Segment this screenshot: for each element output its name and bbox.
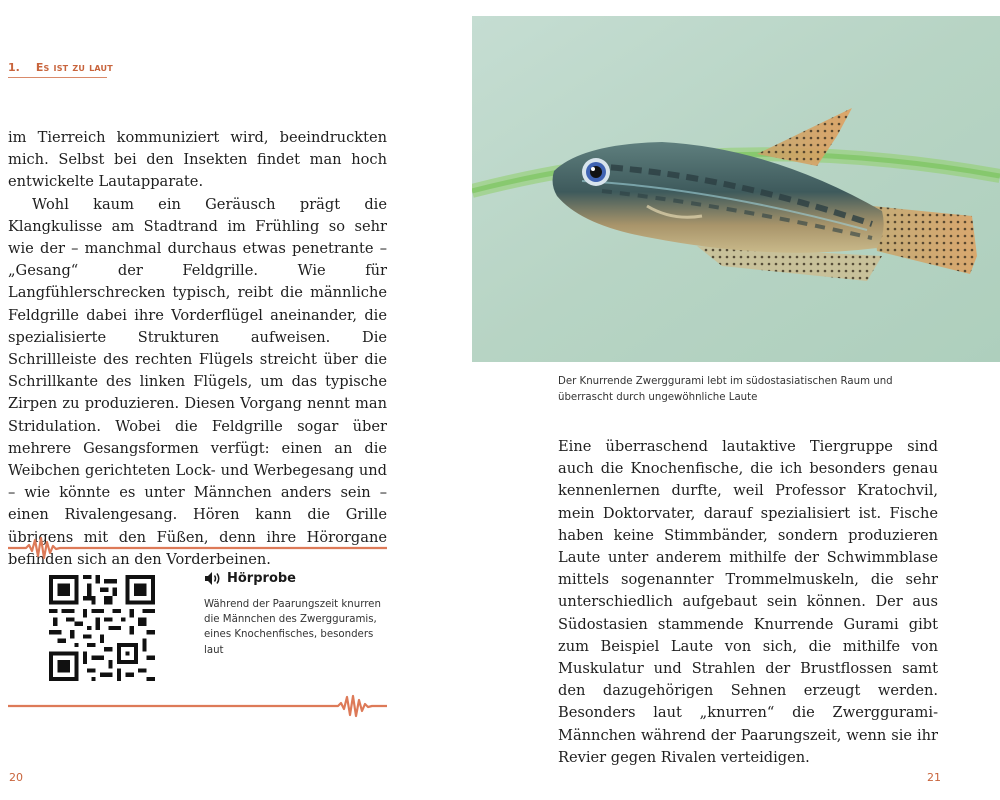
audio-sample-title: Hörprobe xyxy=(227,571,296,586)
page-number-left: 20 xyxy=(9,771,23,784)
paragraph: Wohl kaum ein Geräusch prägt die Klangkulisse am Stadtrand im Frühling so sehr wie der – manchmal durchaus etwas penetrante – „Gesang“ der Feldgrille. Wie für Langfühlerschrecken typisch, reibt die männliche Feldgrille dabei ihre Vorderflügel aneinander, die spezialisierte Strukturen aufweisen. Die Schrillleiste des rechten Flügels streicht über die Schrillkante des linken Flügels, um das typische Zirpen zu produzieren. Diesen Vorgang nennt man Stridulation. Wobei die Feldgrille sogar über mehrere Gesangsformen verfügt: einen an die Weibchen gerichteten Lock- und Werbegesang und – wie könnte es unter Männchen anders sein – einen Rivalengesang. Hören kann die Grille übrigens mit den Füßen, denn ihre Hörorgane befinden sich an den Vorderbeinen. xyxy=(8,195,387,568)
gourami-fish-photo xyxy=(472,16,1000,362)
audio-sample-heading xyxy=(204,571,296,586)
left-body-text xyxy=(8,127,387,571)
right-body-text xyxy=(558,436,938,769)
qr-code-icon[interactable] xyxy=(49,575,155,681)
page-number-right: 21 xyxy=(927,771,941,784)
paragraph: im Tierreich kommuniziert wird, beeindruckten mich. Selbst bei den Insekten findet man hoch entwickelte Lautapparate. xyxy=(8,129,387,191)
paragraph: Eine überraschend lautaktive Tiergruppe sind auch die Knochenfische, die ich besonders genau kennenlernen durfte, weil Professor Kratochvil, mein Doktorvater, darauf spezialisiert ist. Fische haben keine Stimmbänder, sondern produzieren Laute unter anderem mithilfe der Schwimmblase mittels sogenannter Trommelmuskeln, die sehr unterschiedlich aufgebaut sein können. Der aus Südostasien stammende Knurrende Gurami gibt zum Beispiel Laute von sich, die mithilfe von Muskulatur und Strahlen der Brustflossen samt den dazugehörigen Sehnen erzeugt werden. Besonders laut „knurren“ die Zwerggurami-Männchen während der Paarungszeit, wenn sie ihr Revier gegen Rivalen verteidigen. xyxy=(558,438,938,766)
speaker-icon xyxy=(204,571,222,586)
photo-caption: Der Knurrende Zwerggurami lebt im südostasiatischen Raum und überrascht durch ungewöhnliche Laute xyxy=(558,376,893,403)
chapter-number: 1. xyxy=(8,61,20,74)
sound-wave-divider-bottom xyxy=(8,694,387,718)
left-page xyxy=(0,0,470,800)
sound-wave-divider-top xyxy=(8,536,387,560)
chapter-title: Es ist zu laut xyxy=(35,61,113,74)
audio-sample-description: Während der Paarungszeit knurren die Männchen des Zwergguramis, eines Knochenfisches, besonders laut xyxy=(204,599,381,656)
chapter-header xyxy=(8,61,113,78)
